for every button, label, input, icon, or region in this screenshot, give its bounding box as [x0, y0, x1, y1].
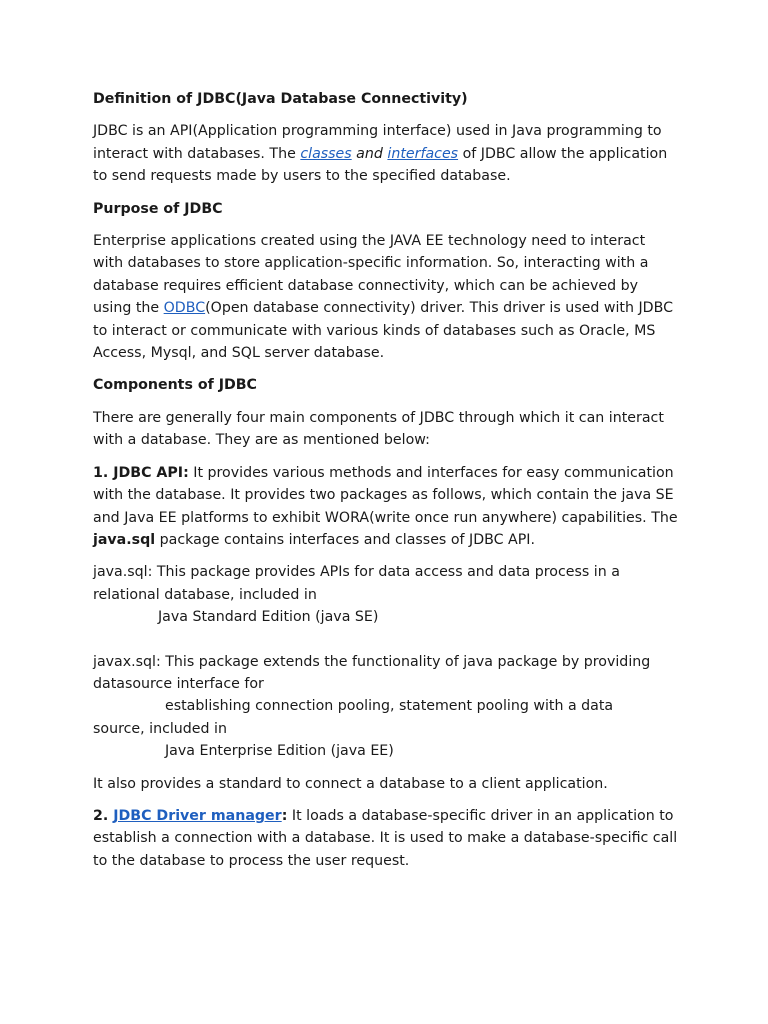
bold-span: 2.	[93, 807, 114, 824]
text-span: It provides various methods and interfaces for easy communication with the database. It provides two packages as follows, which contain the java SE and Java EE platforms to exhibit WORA(write once run anywhere) capabilities. The	[93, 464, 678, 526]
paragraph-standard: It also provides a standard to connect a database to a client application.	[93, 775, 608, 792]
paragraph-javax-sql: javax.sql: This package extends the functionality of java package by providing datasource interface for	[93, 653, 651, 692]
indented-line: Java Enterprise Edition (java EE)	[165, 743, 394, 760]
text-span: package contains interfaces and classes of JDBC API.	[155, 531, 535, 548]
interfaces-link[interactable]: interfaces	[387, 145, 459, 162]
paragraph-driver-manager	[93, 805, 678, 872]
heading-purpose: Purpose of JDBC	[93, 200, 223, 217]
paragraph-definition	[93, 120, 678, 187]
text-span: JDBC is an API(Application programming interface) used in Java programming to interact with databases. The	[93, 123, 662, 162]
paragraph-jdbc-api	[93, 462, 678, 552]
bold-span: 1. JDBC API:	[93, 464, 189, 481]
indented-line: Java Standard Edition (java SE)	[158, 609, 379, 626]
driver-manager-link[interactable]: JDBC Driver manager	[113, 807, 282, 824]
bold-span: :	[281, 807, 288, 824]
text-span: (Open database connectivity) driver. This driver is used with JDBC to interact or communicate with various kinds of databases such as Oracle, MS Access, Mysql, and SQL server database.	[93, 300, 673, 362]
odbc-link[interactable]: ODBC	[163, 300, 206, 317]
heading-definition: Definition of JDBC(Java Database Connectivity)	[93, 91, 468, 107]
text-span: It loads a database-specific driver in an application to establish a connection with a database. It is used to make a database-specific call to the database to process the user request.	[93, 807, 678, 869]
text-span: of JDBC allow the application to send requests made by users to the specified database.	[93, 145, 668, 185]
bold-span: java.sql	[93, 531, 156, 548]
text-span: Enterprise applications created using the JAVA EE technology need to interact with databases to store application-specific information. So, interacting with a database requires efficient database connectivity, which can be achieved by using the	[93, 233, 649, 317]
paragraph-java-sql: java.sql: This package provides APIs for data access and data process in a relational database, included in	[93, 564, 620, 603]
indented-line: establishing connection pooling, statement pooling with a data	[165, 698, 614, 715]
document-page	[93, 88, 678, 872]
classes-link[interactable]: classes	[300, 145, 352, 162]
heading-components: Components of JDBC	[93, 377, 257, 394]
paragraph-purpose	[93, 230, 678, 364]
text-span: and	[351, 145, 388, 162]
text-line: source, included in	[93, 720, 227, 737]
paragraph-components-intro: There are generally four main components of JDBC through which it can interact with a database. They are as mentioned below:	[93, 409, 664, 449]
